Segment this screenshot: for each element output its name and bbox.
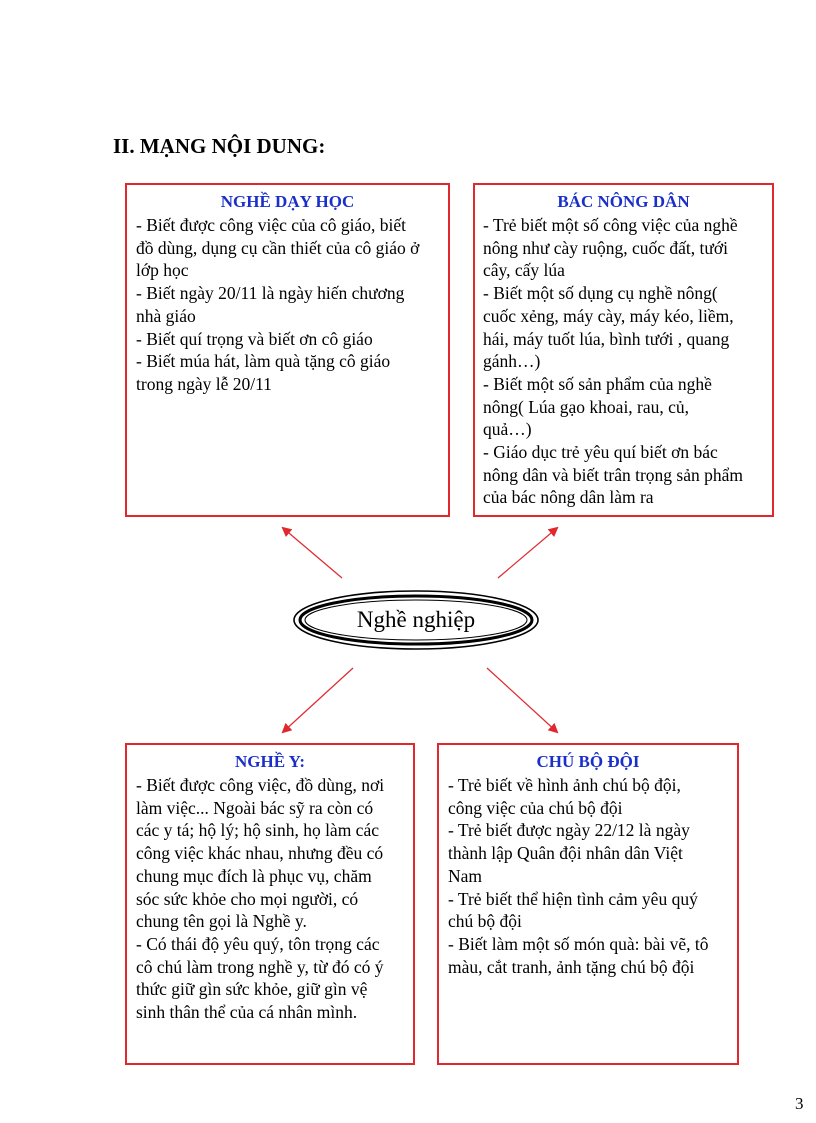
text-line: màu, cắt tranh, ảnh tặng chú bộ đội [448, 956, 695, 977]
text-line: của bác nông dân làm ra [483, 487, 654, 508]
text-line: đồ dùng, dụng cụ cần thiết của cô giáo ở [136, 237, 420, 258]
text-line: trong ngày lễ 20/11 [136, 373, 272, 394]
box-medicine [125, 743, 415, 1065]
arrow-to-doctor [283, 668, 353, 732]
text-line: thành lập Quân đội nhân dân Việt [448, 843, 683, 864]
text-line: sinh thân thể của cá nhân mình. [136, 1002, 358, 1023]
text-line: nông dân và biết trân trọng sản phẩm [483, 464, 744, 485]
text-line: chú bộ đội [448, 911, 522, 932]
text-line: Nam [448, 865, 483, 886]
text-line: - Trẻ biết thể hiện tình cảm yêu quý [448, 888, 698, 909]
text-line: nhà giáo [136, 305, 196, 326]
text-line: công việc của chú bộ đội [448, 797, 623, 818]
text-line: - Biết quí trọng và biết ơn cô giáo [136, 328, 373, 349]
center-topic-label: Nghề nghiệp [356, 607, 476, 632]
text-line: - Trẻ biết được ngày 22/12 là ngày [448, 820, 690, 841]
text-line: - Biết múa hát, làm quà tặng cô giáo [136, 351, 391, 372]
text-line: sóc sức khỏe cho mọi người, có [136, 888, 359, 909]
box-title-soldier: CHÚ BỘ ĐỘI [536, 752, 640, 771]
text-line: - Biết một số dụng cụ nghề nông( [483, 283, 718, 304]
text-line: - Biết được công việc của cô giáo, biết [136, 215, 406, 235]
box-title-medicine: NGHỀ Y: [234, 752, 306, 771]
text-line: làm việc... Ngoài bác sỹ ra còn có [136, 797, 374, 818]
text-line: - Biết ngày 20/11 là ngày hiến chương [136, 283, 405, 304]
box-title-farmer: BÁC NÔNG DÂN [557, 192, 690, 211]
text-line: quả…) [483, 419, 532, 440]
text-line: lớp học [136, 260, 189, 281]
text-line: - Biết làm một số món quà: bài vẽ, tô [448, 933, 709, 954]
text-line: chung mục đích là phục vụ, chăm [136, 865, 372, 886]
text-line: - Có thái độ yêu quý, tôn trọng các [136, 933, 380, 954]
text-line: - Giáo dục trẻ yêu quí biết ơn bác [483, 442, 718, 463]
text-line: hái, máy tuốt lúa, bình tưới , quang [483, 328, 730, 349]
text-line: các y tá; hộ lý; hộ sinh, họ làm các [136, 820, 379, 841]
text-line: - Trẻ biết một số công việc của nghề [483, 215, 738, 235]
text-line: thức giữ gìn sức khỏe, giữ gìn vệ [136, 979, 368, 1000]
text-line: - Trẻ biết về hình ảnh chú bộ đội, [448, 775, 681, 795]
text-line: cây, cấy lúa [483, 260, 565, 281]
text-line: - Biết được công việc, đồ dùng, nơi [136, 775, 385, 795]
text-line: gánh…) [483, 351, 541, 372]
box-soldier [437, 743, 739, 1065]
text-line: - Biết một số sản phẩm của nghề [483, 373, 712, 394]
text-line: công việc khác nhau, nhưng đều có [136, 843, 384, 864]
text-line: cô chú làm trong nghề y, từ đó có ý [136, 956, 384, 977]
arrow-to-soldier [487, 668, 557, 732]
page-number: 3 [795, 1094, 804, 1113]
box-title-teaching: NGHỀ DẠY HỌC [220, 192, 355, 211]
text-line: cuốc xẻng, máy cày, máy kéo, liềm, [483, 305, 734, 326]
arrow-to-farmer [498, 528, 557, 578]
text-line: chung tên gọi là Nghề y. [136, 911, 307, 932]
arrow-to-teaching [283, 528, 342, 578]
text-line: nông( Lúa gạo khoai, rau, củ, [483, 396, 690, 417]
text-line: nông như cày ruộng, cuốc đất, tưới [483, 237, 728, 258]
section-heading: II. MẠNG NỘI DUNG: [113, 134, 326, 158]
